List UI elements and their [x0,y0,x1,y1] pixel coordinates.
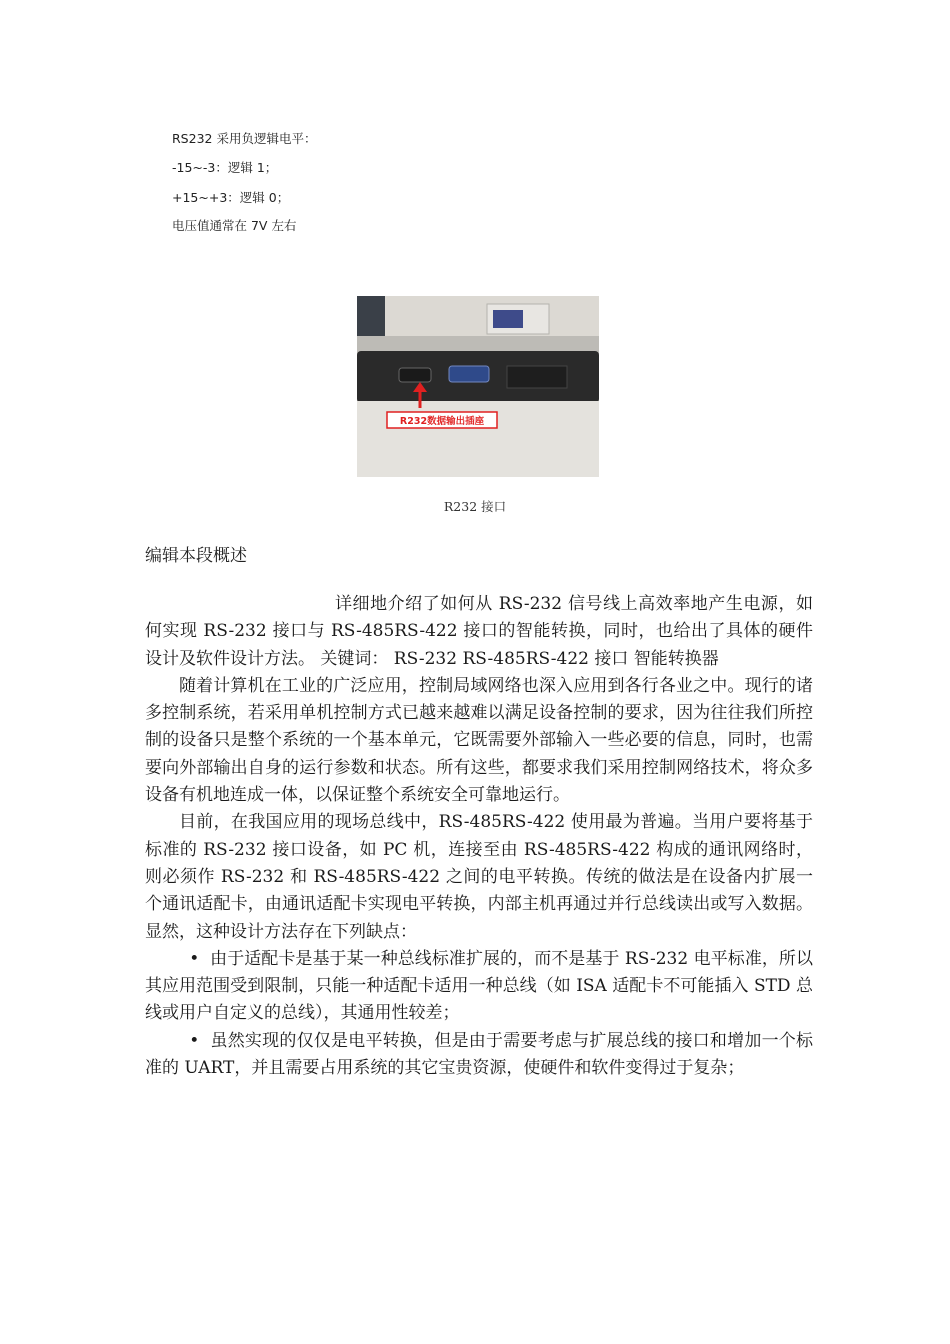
photo-box-print [493,310,523,328]
section-heading: 编辑本段概述 [145,546,247,566]
vent-grille [507,366,567,388]
paragraph: 详细地介绍了如何从 RS-232 信号线上高效率地产生电源，如何实现 RS-232 接口与 RS-485RS-422 接口的智能转换，同时，也给出了具体的硬件设计及软件设计方法。 关键词： RS-232 RS-485RS-422 接口 智能转换器 [145,594,813,669]
rs232-port-photo [357,296,599,477]
bullet-item [145,946,813,1028]
laptop-photo-illustration [357,296,599,477]
photo-label: R232数据输出插座 [399,416,485,427]
serial-port [399,368,431,382]
note-line: +15~+3：逻辑 0； [172,190,290,205]
article-body [145,591,813,1082]
bullet-item [145,1028,813,1083]
bullet-text: 由于适配卡是基于某一种总线标准扩展的，而不是基于 RS-232 电平标准，所以其应用范围受到限制，只能一种适配卡适用一种总线（如 ISA 适配卡不可能插入 STD 总线或用户自定义的总线），其通用性较差； [145,948,813,1024]
bullet-glyph: • [189,1030,200,1051]
bullet-text: 虽然实现的仅仅是电平转换，但是由于需要考虑与扩展总线的接口和增加一个标准的 UART，并且需要占用系统的其它宝贵资源，使硬件和软件变得过于复杂； [145,1030,814,1079]
note-line: RS232 采用负逻辑电平： [172,131,317,146]
paragraph: 目前，在我国应用的现场总线中，RS-485RS-422 使用最为普遍。当用户要将基于标准的 RS-232 接口设备，如 PC 机，连接至由 RS-485RS-422 构成的通讯网络时，则必须作 RS-232 和 RS-485RS-422 之间的电平转换。传统的做法是在设备内扩展一个通讯适配卡，由通讯适配卡实现电平转换，内部主机再通过并行总线读出或写入数据。显然，这种设计方法存在下列缺点： [145,812,813,942]
paragraph: 随着计算机在工业的广泛应用，控制局域网络也深入应用到各行各业之中。现行的诸多控制系统，若采用单机控制方式已越来越难以满足设备控制的要求，因为往往我们所控制的设备只是整个系统的一个基本单元，它既需要外部输入一些必要的信息，同时，也需要向外部输出自身的运行参数和状态。所有这些，都要求我们采用控制网络技术，将众多设备有机地连成一体，以保证整个系统安全可靠地运行。 [145,675,813,806]
bullet-glyph: • [189,948,200,969]
figure-caption: R232 接口 [443,499,507,514]
note-line: -15~-3：逻辑 1； [172,160,278,175]
vga-port [449,366,489,382]
note-line: 电压值通常在 7V 左右 [172,218,297,233]
